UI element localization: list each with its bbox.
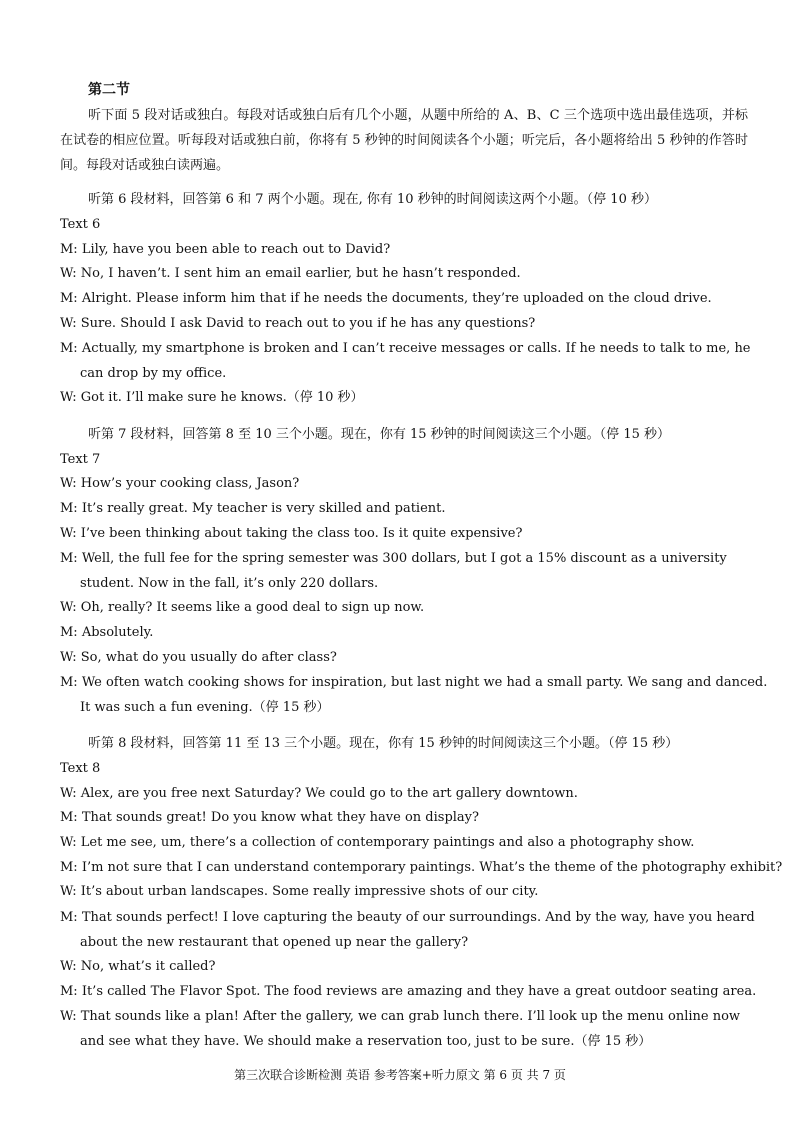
dialogue-line: W: I’ve been thinking about taking the class too. Is it quite expensive?	[60, 526, 523, 541]
dialogue-line: W: It’s about urban landscapes. Some really impressive shots of our city.	[60, 884, 539, 899]
text6-instruction: 听第 6 段材料，回答第 6 和 7 两个小题。现在, 你有 10 秒钟的时间阅读这两个小题。（停 10 秒）	[88, 192, 657, 207]
section-heading: 第二节	[88, 82, 130, 98]
dialogue-line: W: Oh, really? It seems like a good deal to sign up now.	[60, 600, 425, 615]
page-footer: 第三次联合诊断检测 英语 参考答案+听力原文 第 6 页 共 7 页	[234, 1068, 566, 1082]
dialogue-line: M: It’s called The Flavor Spot. The food reviews are amazing and they have a great outdoor seating area.	[60, 984, 757, 999]
dialogue-line: W: Alex, are you free next Saturday? We could go to the art gallery downtown.	[60, 786, 578, 801]
dialogue-line: W: No, what’s it called?	[60, 959, 216, 974]
dialogue-line: M: Absolutely.	[60, 625, 154, 640]
dialogue-line: M: Lily, have you been able to reach out to David?	[60, 242, 391, 257]
dialogue-line: W: No, I haven’t. I sent him an email earlier, but he hasn’t responded.	[60, 266, 521, 281]
dialogue-line: M: That sounds great! Do you know what they have on display?	[60, 810, 479, 825]
dialogue-line: W: Let me see, um, there’s a collection of contemporary paintings and also a photography show.	[60, 835, 695, 850]
text6-title: Text 6	[60, 217, 101, 232]
text7-title: Text 7	[60, 452, 101, 467]
dialogue-line: M: Well, the full fee for the spring semester was 300 dollars, but I got a 15% discount as a university student. Now in the fall, it’s only 220 dollars.	[60, 551, 727, 591]
dialogue-line: M: We often watch cooking shows for inspiration, but last night we had a small party. We sang and danced. It was such a fun evening.（停 15 秒）	[60, 675, 768, 715]
text8-instruction: 听第 8 段材料，回答第 11 至 13 三个小题。现在，你有 15 秒钟的时间阅读这三个小题。（停 15 秒）	[88, 736, 679, 751]
dialogue-line: W: Got it. I’ll make sure he knows.（停 10 秒）	[60, 390, 364, 405]
dialogue-line: W: How’s your cooking class, Jason?	[60, 476, 300, 491]
dialogue-line: M: I’m not sure that I can understand contemporary paintings. What’s the theme of the photography exhibit?	[60, 860, 783, 875]
text8-title: Text 8	[60, 761, 101, 776]
dialogue-line: W: So, what do you usually do after class?	[60, 650, 337, 665]
dialogue-line: M: Actually, my smartphone is broken and I can’t receive messages or calls. If he needs to talk to me, he can drop by my office.	[60, 341, 751, 381]
text7-instruction: 听第 7 段材料，回答第 8 至 10 三个小题。现在，你有 15 秒钟的时间阅读这三个小题。（停 15 秒）	[88, 427, 670, 442]
dialogue-line: W: That sounds like a plan! After the gallery, we can grab lunch there. I’ll look up the menu online now and see what they have. We should make a reservation too, just to be sure.（停 15 秒）	[60, 1009, 741, 1049]
dialogue-line: M: It’s really great. My teacher is very skilled and patient.	[60, 501, 446, 516]
dialogue-line: W: Sure. Should I ask David to reach out to you if he has any questions?	[60, 316, 536, 331]
dialogue-line: M: That sounds perfect! I love capturing the beauty of our surroundings. And by the way, have you heard about the new restaurant that opened up near the gallery?	[60, 910, 755, 950]
dialogue-line: M: Alright. Please inform him that if he needs the documents, they’re uploaded on the cloud drive.	[60, 291, 712, 306]
intro-paragraph: 听下面 5 段对话或独白。每段对话或独白后有几个小题，从题中所给的 A、B、C 三个选项中选出最佳选项，并标在试卷的相应位置。听每段对话或独白前，你将有 5 秒钟的时间阅读各个小题；听完后，各小题将给出 5 秒钟的作答时间。每段对话或独白读两遍。	[60, 108, 748, 173]
